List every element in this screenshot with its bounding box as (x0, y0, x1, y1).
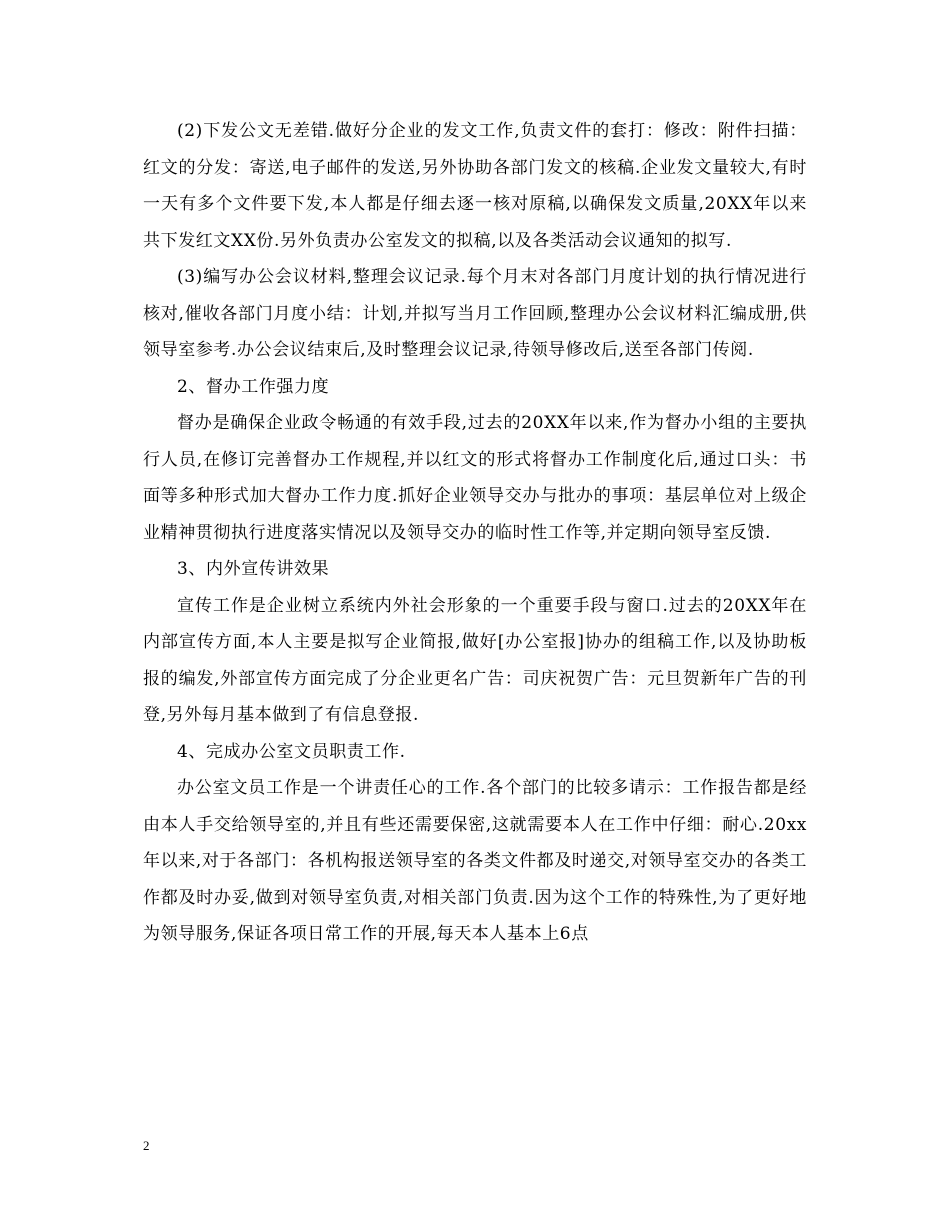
document-body (143, 113, 807, 953)
paragraph-supervision: 督办是确保企业政令畅通的有效手段,过去的20XX年以来,作为督办小组的主要执行人员,在修订完善督办工作规程,并以红文的形式将督办工作制度化后,通过口头：书面等多种形式加大督办工作力度.抓好企业领导交办与批办的事项：基层单位对上级企业精神贯彻执行进度落实情况以及领导交办的临时性工作等,并定期向领导室反馈. (143, 413, 807, 543)
section-heading-clerk-duties: 4、完成办公室文员职责工作. (177, 741, 406, 762)
page-number: 2 (143, 1138, 150, 1153)
paragraph-dispatch-documents: (2)下发公文无差错.做好分企业的发文工作,负责文件的套打：修改：附件扫描：红文的分发：寄送,电子邮件的发送,另外协助各部门发文的核稿.企业发文量较大,有时一天有多个文件要下发,本人都是仔细去逐一核对原稿,以确保发文质量,20XX年以来共下发红文XX份.另外负责办公室发文的拟稿,以及各类活动会议通知的拟写. (143, 121, 807, 251)
paragraph-publicity: 宣传工作是企业树立系统内外社会形象的一个重要手段与窗口.过去的20XX年在内部宣传方面,本人主要是拟写企业简报,做好[办公室报]协办的组稿工作,以及协助板报的编发,外部宣传方面完成了分企业更名广告：司庆祝贺广告：元旦贺新年广告的刊登,另外每月基本做到了有信息登报. (143, 595, 807, 725)
section-heading-supervision: 2、督办工作强力度 (177, 376, 330, 397)
paragraph-meeting-materials: (3)编写办公会议材料,整理会议记录.每个月末对各部门月度计划的执行情况进行核对,催收各部门月度小结：计划,并拟写当月工作回顾,整理办公会议材料汇编成册,供领导室参考.办公会议结束后,及时整理会议记录,待领导修改后,送至各部门传阅. (143, 267, 807, 360)
paragraph-clerk-duties: 办公室文员工作是一个讲责任心的工作.各个部门的比较多请示：工作报告都是经由本人手交给领导室的,并且有些还需要保密,这就需要本人在工作中仔细：耐心.20xx年以来,对于各部门：各机构报送领导室的各类文件都及时递交,对领导室交办的各类工作都及时办妥,做到对领导室负责,对相关部门负责.因为这个工作的特殊性,为了更好地为领导服务,保证各项日常工作的开展,每天本人基本上6点 (143, 778, 807, 944)
section-heading-publicity: 3、内外宣传讲效果 (177, 559, 330, 579)
